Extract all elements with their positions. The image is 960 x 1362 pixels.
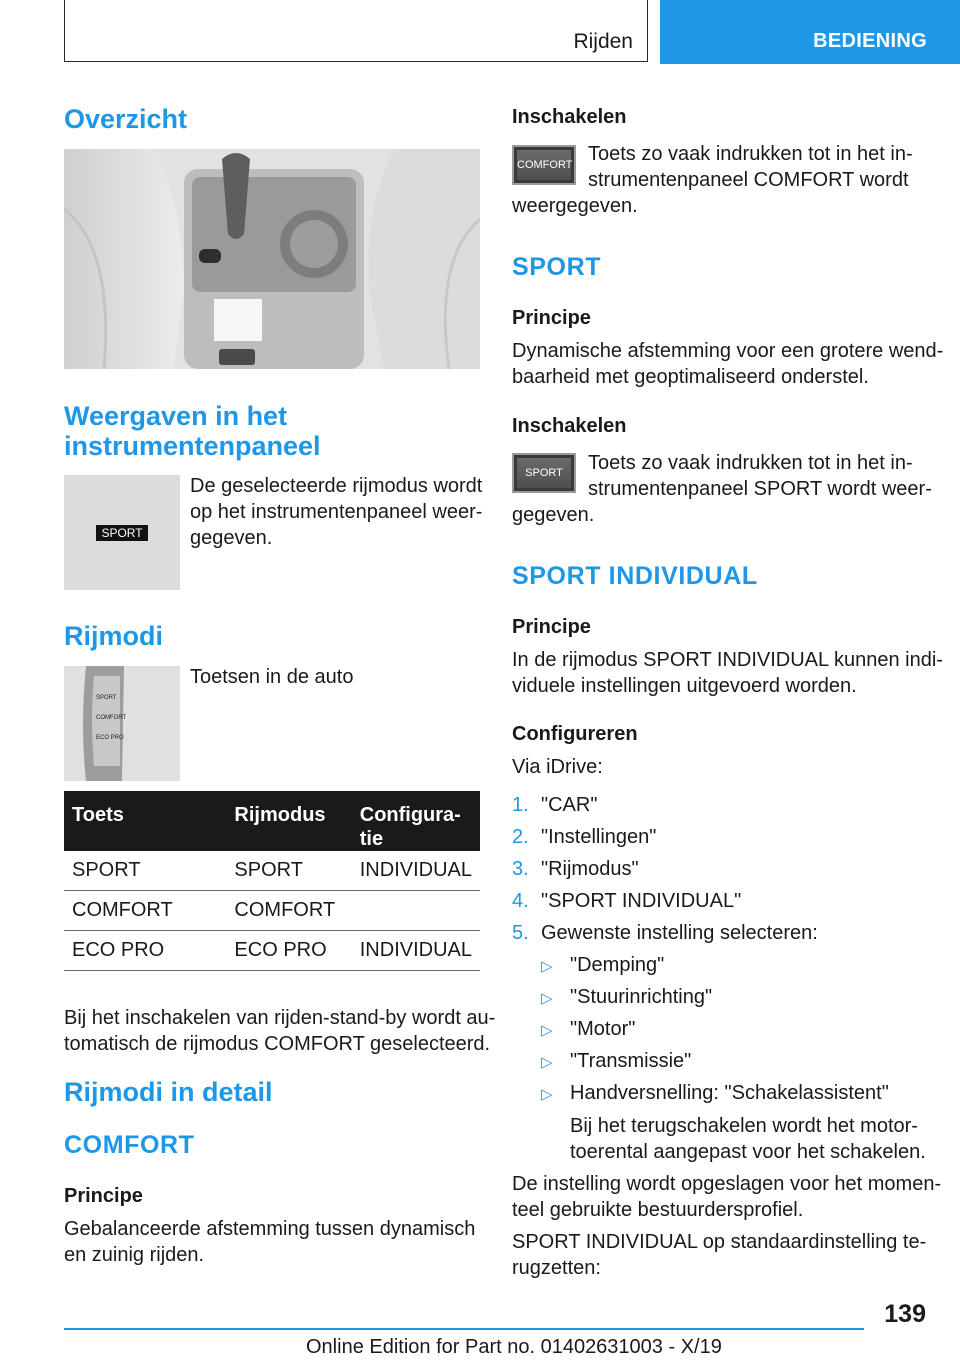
sport-button-image xyxy=(512,453,576,493)
mode-buttons-console xyxy=(64,666,180,781)
instrument-display-photo xyxy=(64,475,180,590)
header-section-box xyxy=(64,0,648,62)
rijmodi-text: Toetsen in de auto xyxy=(190,666,354,688)
heading-principe-comfort: Principe xyxy=(64,1185,143,1207)
list-item: ▷ "Transmissie" xyxy=(541,1050,692,1072)
table-row xyxy=(64,891,480,931)
sport-on-line3: gegeven. xyxy=(512,504,595,526)
sport-text-line1: Dynamische afstemming voor een grotere wend- xyxy=(512,340,944,362)
table-cell: SPORT xyxy=(64,851,226,891)
heading-overzicht: Overzicht xyxy=(64,104,188,134)
heading-comfort: COMFORT xyxy=(64,1131,195,1159)
individual-text-line2: viduele instellingen uitgevoerd worden. xyxy=(512,675,857,697)
heading-rijmodi: Rijmodi xyxy=(64,621,163,651)
sport-display-label: SPORT xyxy=(96,525,148,541)
table-cell: INDIVIDUAL xyxy=(352,931,480,971)
heading-inschakelen-comfort: Inschakelen xyxy=(512,106,627,128)
comfort-on-line3: weergegeven. xyxy=(512,195,638,217)
triangle-bullet-icon: ▷ xyxy=(541,1022,553,1039)
end-text-line2: teel gebruikte bestuurdersprofiel. xyxy=(512,1199,804,1221)
list-item: ▷ "Demping" xyxy=(541,954,665,976)
header-section-label: Rijden xyxy=(573,30,633,53)
mode-button-comfort-label: COMFORT xyxy=(96,715,127,721)
list-item: 3. "Rijmodus" xyxy=(512,858,639,880)
para-standby-line1: Bij het inschakelen van rijden-stand-by wordt au- xyxy=(64,1007,496,1029)
sport-on-line2: strumentenpaneel SPORT wordt weer- xyxy=(588,478,932,500)
sub-note-line2: toerental aangepast voor het schakelen. xyxy=(570,1141,926,1163)
sub-note-line1: Bij het terugschakelen wordt het motor- xyxy=(570,1115,918,1137)
end-text-line4: rugzetten: xyxy=(512,1257,601,1279)
via-idrive: Via iDrive: xyxy=(512,756,603,778)
header-chapter-label: BEDIENING xyxy=(813,30,927,52)
comfort-on-line2: strumentenpaneel COMFORT wordt xyxy=(588,169,909,191)
triangle-bullet-icon: ▷ xyxy=(541,990,553,1007)
list-item: ▷ Handversnelling: "Schakelassistent" xyxy=(541,1082,889,1104)
table-cell: SPORT xyxy=(226,851,351,891)
para-standby-line2: tomatisch de rijmodus COMFORT geselecteerd. xyxy=(64,1033,491,1055)
comfort-button-image xyxy=(512,145,576,185)
table-header-row xyxy=(64,791,480,851)
triangle-bullet-icon: ▷ xyxy=(541,1054,553,1071)
individual-text-line1: In de rijmodus SPORT INDIVIDUAL kunnen indi- xyxy=(512,649,943,671)
triangle-bullet-icon: ▷ xyxy=(541,1086,553,1103)
table-header-toets: Toets xyxy=(64,791,226,851)
table-header-configuratie: Configura- tie xyxy=(352,791,480,851)
header-chapter-box xyxy=(660,0,960,64)
list-item: 4. "SPORT INDIVIDUAL" xyxy=(512,890,742,912)
heading-configureren: Configureren xyxy=(512,723,638,745)
end-text-line1: De instelling wordt opgeslagen voor het momen- xyxy=(512,1173,942,1195)
sport-button-label: SPORT xyxy=(517,458,571,488)
footer-edition: Online Edition for Part no. 01402631003 - X/19 xyxy=(306,1336,722,1358)
table-cell: ECO PRO xyxy=(64,931,226,971)
table-cell: INDIVIDUAL xyxy=(352,851,480,891)
mode-button-sport-label: SPORT xyxy=(96,695,117,701)
heading-sport: SPORT xyxy=(512,253,602,281)
list-item: 1. "CAR" xyxy=(512,794,598,816)
mode-buttons-photo xyxy=(64,666,180,781)
comfort-text-line1: Gebalanceerde afstemming tussen dynamisch xyxy=(64,1218,476,1240)
weergaven-text-line2: op het instrumentenpaneel weer- xyxy=(190,501,483,523)
heading-principe-sport: Principe xyxy=(512,307,591,329)
end-text-line3: SPORT INDIVIDUAL op standaardinstelling te- xyxy=(512,1231,927,1253)
mode-button-ecopro-label: ECO PRO xyxy=(96,735,124,741)
heading-weergaven-line1: Weergaven in het xyxy=(64,401,288,431)
list-item: 5. Gewenste instelling selecteren: xyxy=(512,922,818,944)
table-row xyxy=(64,851,480,891)
sport-on-line1: Toets zo vaak indrukken tot in het in- xyxy=(588,452,913,474)
table-header-rijmodus: Rijmodus xyxy=(226,791,351,851)
triangle-bullet-icon: ▷ xyxy=(541,958,553,975)
table-cell xyxy=(352,891,480,931)
modes-table xyxy=(64,791,480,971)
heading-sport-individual: SPORT INDIVIDUAL xyxy=(512,562,758,590)
weergaven-text-line3: gegeven. xyxy=(190,527,273,549)
gear-selector-illustration xyxy=(64,149,480,369)
table-row xyxy=(64,931,480,971)
comfort-on-line1: Toets zo vaak indrukken tot in het in- xyxy=(588,143,913,165)
list-item: ▷ "Stuurinrichting" xyxy=(541,986,713,1008)
heading-principe-individual: Principe xyxy=(512,616,591,638)
table-cell: ECO PRO xyxy=(226,931,351,971)
heading-weergaven-line2: instrumentenpaneel xyxy=(64,431,321,461)
list-item: 2. "Instellingen" xyxy=(512,826,657,848)
table-cell: COMFORT xyxy=(64,891,226,931)
footer-divider xyxy=(64,1328,864,1330)
heading-rijmodi-detail: Rijmodi in detail xyxy=(64,1077,273,1107)
page-number: 139 xyxy=(884,1300,926,1328)
list-item: ▷ "Motor" xyxy=(541,1018,636,1040)
weergaven-text-line1: De geselecteerde rijmodus wordt xyxy=(190,475,483,497)
heading-inschakelen-sport: Inschakelen xyxy=(512,415,627,437)
comfort-button-label: COMFORT xyxy=(517,150,571,180)
table-cell: COMFORT xyxy=(226,891,351,931)
comfort-text-line2: en zuinig rijden. xyxy=(64,1244,205,1266)
gear-selector-photo xyxy=(64,149,480,369)
sport-text-line2: baarheid met geoptimaliseerd onderstel. xyxy=(512,366,869,388)
